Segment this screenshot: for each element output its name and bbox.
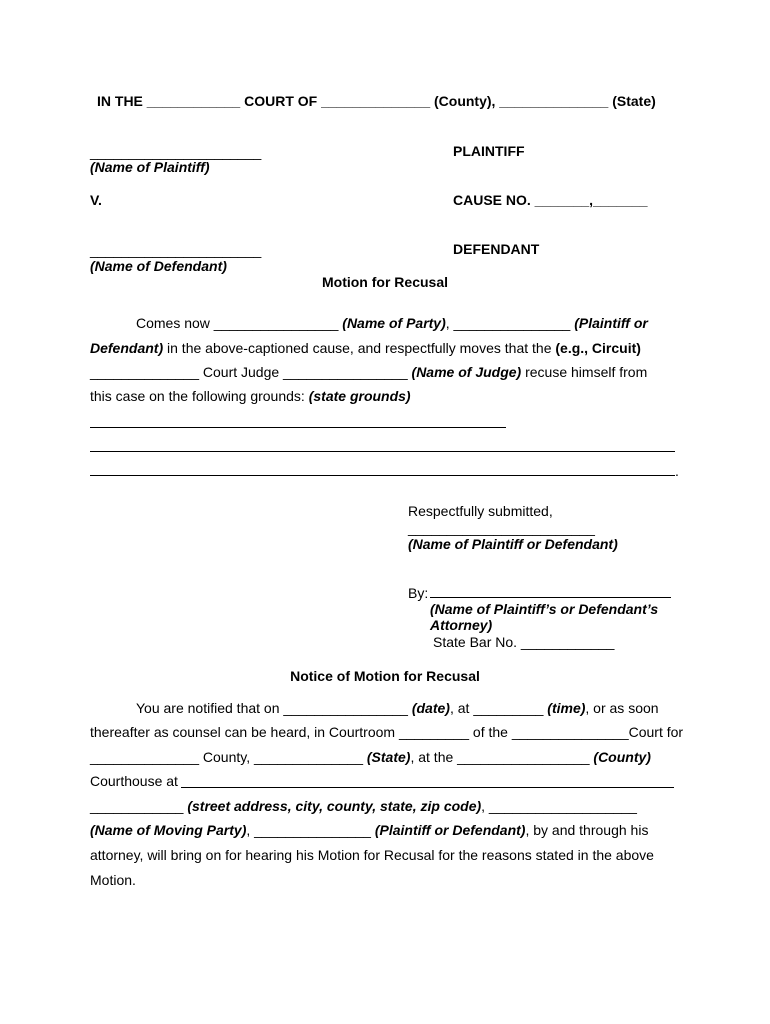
defendant-name-blank: ______________________ (90, 242, 262, 258)
notice-line-1 (136, 699, 659, 717)
time-label: (time) (547, 700, 586, 716)
notice-l5-text-2: , ___________________ (481, 798, 637, 814)
notice-l6-text: , _______________ (246, 822, 375, 838)
notice-l3-text-2: , at the _________________ (410, 749, 594, 765)
notice-line-6 (90, 821, 648, 839)
notice-line-8: Motion. (90, 872, 136, 888)
courthouse-line (181, 787, 674, 788)
by-label: By: (408, 585, 429, 601)
state-label: (State) (366, 749, 411, 765)
notice-title: Notice of Motion for Recusal (290, 668, 480, 684)
respectfully-submitted: Respectfully submitted, (408, 503, 553, 519)
motion-paragraph-line-2 (90, 339, 641, 357)
motion-l2-text: in the above-captioned cause, and respectfully moves that the (163, 340, 556, 356)
motion-l3-text-2: recuse himself from (521, 364, 648, 380)
attorney-name-label-1: (Name of Plaintiff’s or Defendant’s (430, 601, 659, 617)
street-address-label: (street address, city, county, state, zip code) (187, 798, 482, 814)
motion-paragraph-line-4 (90, 387, 411, 405)
state-bar-number: State Bar No. ____________ (433, 634, 615, 650)
notice-l1-text-2: , at _________ (449, 700, 548, 716)
motion-paragraph-line-3 (90, 363, 647, 381)
grounds-period: . (675, 463, 679, 479)
attorney-name-label-2: Attorney) (430, 617, 493, 633)
motion-paragraph-line-1 (136, 314, 648, 332)
court-caption-line: IN THE ____________ COURT OF ______________ (County), ______________ (State) (97, 93, 656, 109)
notice-line-2: thereafter as counsel can be heard, in Courtroom _________ of the _______________Court for (90, 724, 684, 740)
county-label: (County) (593, 749, 651, 765)
name-of-judge-label: (Name of Judge) (411, 364, 522, 380)
name-of-plaintiff-or-defendant: (Name of Plaintiff or Defendant) (408, 536, 618, 552)
cause-number: CAUSE NO. _______,_______ (453, 192, 648, 208)
motion-title: Motion for Recusal (321, 274, 448, 290)
notice-l1-text: You are notified that on ________________ (136, 700, 412, 716)
plaintiff-or-defendant-label: (Plaintiff or Defendant) (374, 822, 526, 838)
plaintiff-name-blank: ______________________ (90, 144, 262, 160)
notice-line-3 (90, 748, 651, 766)
court-type-example: (e.g., Circuit) (555, 340, 641, 356)
notice-l1-text-3: , or as soon (585, 700, 659, 716)
notice-line-7: attorney, will bring on for hearing his Motion for Recusal for the reasons stated in the above (90, 847, 654, 863)
notice-line-4: Courthouse at (90, 773, 178, 789)
signature-blank: ________________________ (408, 520, 595, 536)
motion-l4-text: this case on the following grounds: (90, 388, 309, 404)
name-of-party-label: (Name of Party) (342, 315, 446, 331)
notice-l3-text: ______________ County, ______________ (90, 749, 367, 765)
motion-l1-text-2: , _______________ (445, 315, 575, 331)
notice-l5-text: ____________ (90, 798, 188, 814)
motion-l3-text: ______________ Court Judge ________________ (90, 364, 412, 380)
date-label: (date) (411, 700, 450, 716)
versus-label: V. (90, 192, 102, 208)
defendant-label-italic: Defendant) (90, 340, 164, 356)
grounds-line-2 (90, 451, 675, 452)
plaintiff-label: PLAINTIFF (453, 143, 525, 159)
notice-l6-text-2: , by and through his (525, 822, 649, 838)
grounds-line-3 (90, 475, 675, 476)
state-grounds-label: (state grounds) (308, 388, 411, 404)
name-of-plaintiff-label: (Name of Plaintiff) (90, 159, 210, 175)
grounds-line-1 (90, 427, 506, 428)
defendant-label: DEFENDANT (453, 241, 540, 257)
attorney-signature-line (430, 597, 671, 598)
name-of-defendant-label: (Name of Defendant) (90, 258, 227, 274)
motion-l1-text: Comes now ________________ (136, 315, 343, 331)
name-of-moving-party-label: (Name of Moving Party) (90, 822, 247, 838)
notice-line-5 (90, 797, 637, 815)
plaintiff-or-label: (Plaintiff or (574, 315, 648, 331)
